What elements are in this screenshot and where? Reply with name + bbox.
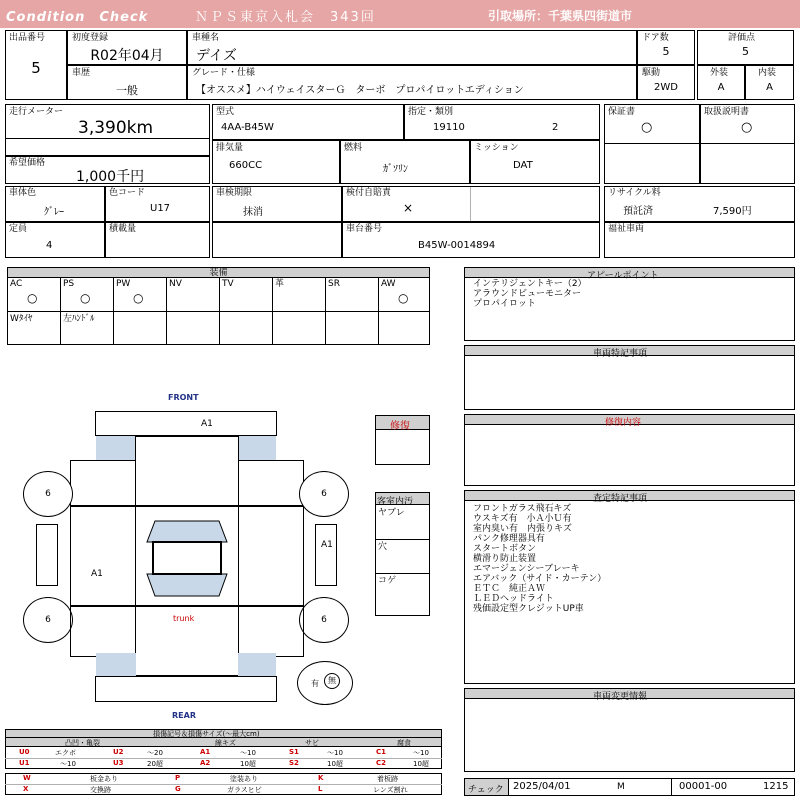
tire-front-right-mark: 6 bbox=[321, 489, 327, 499]
legend-text-c2: 10超 bbox=[413, 760, 429, 768]
equipment-title: 装備 bbox=[7, 267, 430, 278]
legend-code-x: X bbox=[23, 785, 29, 793]
equip-aw-value: ○ bbox=[398, 291, 409, 305]
interior-label: 内装 bbox=[758, 68, 777, 78]
warranty-label: 保証書 bbox=[608, 107, 636, 117]
legend-code-s2: S2 bbox=[289, 759, 299, 767]
fuel-value: ｶﾞｿﾘﾝ bbox=[383, 164, 408, 175]
legend-code-u2: U2 bbox=[113, 748, 124, 756]
designation-value1: 19110 bbox=[433, 122, 465, 133]
check-code: 00001-00 bbox=[679, 781, 728, 792]
inspection-label: 車検期限 bbox=[216, 188, 253, 198]
inspector-notes-title: 査定特記事項 bbox=[593, 494, 648, 504]
doors-label: ドア数 bbox=[642, 33, 669, 43]
legend-group-corrosion: 腐食 bbox=[397, 739, 411, 747]
legend-text-g: ガラスヒビ bbox=[227, 786, 262, 794]
equip-leather-label: 革 bbox=[275, 279, 285, 289]
front-right-corner bbox=[238, 436, 276, 460]
equip-ac-value: ○ bbox=[27, 291, 38, 305]
legend-code-l: L bbox=[318, 785, 323, 793]
inspection-value: 抹消 bbox=[243, 207, 263, 218]
load-label: 積載量 bbox=[109, 224, 137, 234]
tire-rear-left bbox=[23, 597, 73, 643]
appeal-line-1: インテリジェントキー（2） bbox=[473, 279, 587, 289]
legend-text-u1: ～10 bbox=[60, 760, 76, 768]
displacement-label: 排気量 bbox=[216, 143, 244, 153]
score-value: 5 bbox=[742, 45, 749, 58]
drive-box bbox=[637, 65, 695, 100]
legend-text-u0: エクボ bbox=[55, 749, 76, 757]
legend-text-u2: ～20 bbox=[147, 749, 163, 757]
note-line-10: ＬＥＤヘッドライト bbox=[473, 594, 554, 604]
displacement-value: 660CC bbox=[229, 160, 263, 171]
car-name-box bbox=[187, 30, 637, 65]
left-doors bbox=[70, 506, 136, 606]
legend-group-dent: 凸凹・亀裂 bbox=[65, 739, 100, 747]
legend-text-w: 板金あり bbox=[90, 775, 118, 783]
warranty-box bbox=[604, 104, 700, 184]
repair-detail-title: 修復内容 bbox=[605, 418, 642, 428]
equip-pw-label: PW bbox=[116, 279, 131, 289]
score-box bbox=[697, 30, 794, 65]
special-box bbox=[464, 345, 795, 410]
liability-value: × bbox=[403, 201, 414, 215]
appeal-line-3: プロパイロット bbox=[473, 299, 536, 309]
fuel-label: 燃料 bbox=[344, 143, 363, 153]
header-title-center: ＮＰＳ東京入札会 343回 bbox=[195, 10, 376, 25]
history-box bbox=[67, 65, 187, 100]
equip-aw-label: AW bbox=[381, 279, 396, 289]
liability-label: 検付自賠責 bbox=[346, 188, 392, 198]
price-label: 希望価格 bbox=[9, 158, 46, 168]
exterior-value: A bbox=[717, 82, 725, 93]
equip-sr-label: SR bbox=[328, 279, 340, 289]
first-reg-label: 初度登録 bbox=[72, 33, 109, 43]
legend-text-x: 交換跡 bbox=[90, 786, 111, 794]
appeal-box bbox=[464, 267, 795, 341]
capacity-value: 4 bbox=[46, 240, 53, 251]
mark-right: A1 bbox=[321, 540, 333, 550]
manual-box bbox=[700, 104, 795, 184]
note-line-5: スタートボタン bbox=[473, 544, 537, 554]
interior-stains-title: 客室内汚 bbox=[377, 497, 414, 507]
price-value: 1,000千円 bbox=[76, 169, 145, 185]
legend-text-a2: 10超 bbox=[240, 760, 256, 768]
note-line-9: ＥＴＣ 純正ＡＷ bbox=[473, 584, 546, 594]
appeal-line-2: アラウンドビューモニター bbox=[473, 289, 582, 299]
left-side-strip bbox=[36, 524, 58, 586]
color-code-label: 色コード bbox=[109, 188, 146, 198]
load-box bbox=[105, 222, 210, 258]
legend-code-c2: C2 bbox=[376, 759, 387, 767]
note-line-1: フロントガラス飛石キズ bbox=[473, 504, 572, 514]
legend-code-u3: U3 bbox=[113, 759, 124, 767]
manual-label: 取扱説明書 bbox=[704, 107, 750, 117]
chassis-value: B45W-0014894 bbox=[418, 240, 496, 251]
interior-box bbox=[745, 65, 794, 100]
car-name-label: 車種名 bbox=[192, 33, 220, 43]
chassis-box bbox=[342, 222, 600, 258]
legend-code-u0: U0 bbox=[19, 748, 30, 756]
legend-code-u1: U1 bbox=[19, 759, 30, 767]
grade-value: 【オススメ】ハイウェイスターＧ ターボ プロパイロットエディション bbox=[196, 85, 524, 96]
score-label: 評価点 bbox=[728, 33, 756, 43]
capacity-label: 定員 bbox=[9, 224, 28, 234]
note-line-8: エアバック（サイド・カーテン） bbox=[473, 574, 607, 584]
grade-label: グレード・仕様 bbox=[192, 68, 256, 78]
trunk-label: trunk bbox=[173, 614, 195, 623]
damage-legend bbox=[5, 729, 442, 797]
legend-text-k: 着板跡 bbox=[377, 775, 398, 783]
note-line-3: 室内臭い有 内張りキズ bbox=[473, 524, 572, 534]
tire-rear-right-mark: 6 bbox=[321, 615, 327, 625]
exterior-box bbox=[697, 65, 745, 100]
repair-box bbox=[375, 415, 430, 465]
welfare-box bbox=[604, 222, 795, 258]
note-line-7: エマージェンシーブレーキ bbox=[473, 564, 580, 574]
equip-ps-value: ○ bbox=[80, 291, 91, 305]
equip-nv-label: NV bbox=[169, 279, 182, 289]
recycle-amount: 7,590円 bbox=[713, 206, 752, 217]
stain-hole: 穴 bbox=[378, 542, 388, 552]
color-code-value: U17 bbox=[150, 203, 171, 214]
note-line-11: 残価設定型クレジットUP車 bbox=[473, 604, 584, 614]
front-bumper bbox=[95, 411, 277, 436]
front-left-corner bbox=[96, 436, 136, 460]
right-doors bbox=[238, 506, 304, 606]
car-name-value: デイズ bbox=[196, 48, 237, 64]
diagram-rear-label: REAR bbox=[172, 711, 196, 720]
legend-text-a1: ～10 bbox=[240, 749, 256, 757]
right-side-strip bbox=[315, 524, 337, 586]
rear-left-corner bbox=[96, 653, 136, 676]
changes-box bbox=[464, 688, 795, 772]
repair-title: 修復 bbox=[390, 421, 410, 432]
warranty-value: ○ bbox=[641, 120, 653, 135]
legend-group-rust: サビ bbox=[305, 739, 319, 747]
chassis-spacer-box bbox=[212, 222, 342, 258]
front-left-fender bbox=[70, 460, 136, 506]
tire-rear-left-mark: 6 bbox=[45, 615, 51, 625]
legend-code-k: K bbox=[318, 774, 324, 782]
header-title-right: 引取場所：千葉県四街道市 bbox=[488, 9, 633, 23]
mission-value: DAT bbox=[513, 160, 533, 171]
mission-box bbox=[470, 140, 600, 184]
legend-text-s1: ～10 bbox=[327, 749, 343, 757]
legend-title: 損傷記号＆損傷サイズ(～最大cm) bbox=[153, 730, 260, 738]
spare-none bbox=[324, 673, 340, 689]
tire-front-right bbox=[299, 471, 349, 517]
cabin-glass bbox=[135, 506, 239, 606]
spare-has: 有 bbox=[311, 679, 319, 688]
appeal-title: アピールポイント bbox=[587, 271, 659, 281]
exterior-label: 外装 bbox=[710, 68, 729, 78]
front-right-fender bbox=[238, 460, 304, 506]
equip-lhd-label: 左ﾊﾝﾄﾞﾙ bbox=[63, 314, 95, 324]
designation-box bbox=[404, 104, 600, 140]
rear-left-quarter bbox=[70, 606, 136, 657]
note-line-2: ウスキズ有 小Ａ小Ｕ有 bbox=[473, 514, 572, 524]
legend-code-s1: S1 bbox=[289, 748, 299, 756]
tire-front-left bbox=[23, 471, 73, 517]
check-row bbox=[464, 778, 795, 796]
changes-title: 車両変更情報 bbox=[593, 692, 648, 702]
recycle-label: リサイクル料 bbox=[608, 188, 661, 198]
recycle-box bbox=[604, 186, 795, 222]
mark-left: A1 bbox=[91, 569, 103, 579]
designation-value2: 2 bbox=[552, 122, 559, 133]
inspector-notes-box bbox=[464, 490, 795, 684]
header-title-left: Condition Check bbox=[6, 10, 149, 25]
legend-group-scratch: 線キズ bbox=[215, 739, 236, 747]
doors-value: 5 bbox=[662, 45, 670, 58]
note-line-4: パンク修理器具有 bbox=[473, 534, 545, 544]
color-box bbox=[5, 186, 105, 222]
stain-burn: コゲ bbox=[378, 576, 397, 586]
special-title: 車両特記事項 bbox=[593, 349, 648, 359]
recycle-status: 預託済 bbox=[623, 206, 653, 217]
lot-value: 5 bbox=[31, 59, 41, 77]
rear-bumper bbox=[95, 676, 277, 702]
drive-label: 駆動 bbox=[642, 68, 661, 78]
legend-code-w: W bbox=[23, 774, 31, 782]
rear-right-quarter bbox=[238, 606, 304, 657]
interior-value: A bbox=[766, 82, 773, 93]
rear-right-corner bbox=[238, 653, 276, 676]
displacement-box bbox=[212, 140, 340, 184]
diagram-front-label: FRONT bbox=[168, 393, 199, 402]
chassis-label: 車台番号 bbox=[346, 224, 383, 234]
legend-text-l: レンズ割れ bbox=[373, 786, 408, 794]
legend-text-c1: ～10 bbox=[413, 749, 429, 757]
fuel-box bbox=[340, 140, 470, 184]
legend-text-p: 塗装あり bbox=[230, 775, 258, 783]
inspection-box bbox=[212, 186, 342, 222]
mark-roof: A1 bbox=[201, 419, 213, 429]
equip-tv-label: TV bbox=[222, 279, 234, 289]
equip-pw-value: ○ bbox=[133, 291, 144, 305]
legend-code-a1: A1 bbox=[200, 748, 211, 756]
designation-label: 指定・類別 bbox=[408, 107, 454, 117]
check-num: 1215 bbox=[763, 781, 789, 792]
legend-code-a2: A2 bbox=[200, 759, 211, 767]
color-value: ｸﾞﾚｰ bbox=[44, 207, 64, 218]
check-date: 2025/04/01 bbox=[513, 781, 571, 792]
hood bbox=[135, 436, 239, 506]
note-line-6: 横滑り防止装置 bbox=[473, 554, 537, 564]
first-reg-box bbox=[67, 30, 187, 65]
equip-ac-label: AC bbox=[10, 279, 23, 289]
equipment-grid bbox=[7, 277, 430, 345]
equip-ps-label: PS bbox=[63, 279, 75, 289]
interior-stains-box bbox=[375, 492, 430, 616]
legend-code-g: G bbox=[175, 785, 181, 793]
liability-box bbox=[342, 186, 600, 222]
stain-tear: ヤブレ bbox=[378, 508, 405, 518]
history-label: 車歴 bbox=[72, 68, 91, 78]
drive-value: 2WD bbox=[654, 82, 678, 93]
check-mark: M bbox=[617, 782, 625, 792]
tire-rear-right bbox=[299, 597, 349, 643]
mileage-label: 走行メーター bbox=[9, 107, 64, 117]
legend-code-c1: C1 bbox=[376, 748, 387, 756]
spare-none-mark: 無 bbox=[328, 676, 336, 685]
first-reg-value: R02年04月 bbox=[90, 48, 164, 64]
header-bar bbox=[0, 0, 800, 28]
color-code-box bbox=[105, 186, 210, 222]
mileage-value: 3,390km bbox=[78, 118, 154, 138]
equip-wtire-label: Wﾀｲﾔ bbox=[10, 314, 33, 324]
model-label: 型式 bbox=[216, 107, 235, 117]
mission-label: ミッション bbox=[474, 143, 519, 153]
welfare-label: 福祉車両 bbox=[608, 224, 645, 234]
legend-text-u3: 20超 bbox=[147, 760, 163, 768]
legend-text-s2: 10超 bbox=[327, 760, 343, 768]
model-box bbox=[212, 104, 404, 140]
repair-detail-box bbox=[464, 414, 795, 486]
grade-box bbox=[187, 65, 637, 100]
lot-box bbox=[5, 30, 67, 100]
color-label: 車体色 bbox=[9, 188, 37, 198]
check-label: チェック bbox=[468, 785, 504, 795]
mileage-box bbox=[5, 104, 210, 156]
history-value: 一般 bbox=[116, 84, 138, 97]
manual-value: ○ bbox=[741, 120, 753, 135]
tire-front-left-mark: 6 bbox=[45, 489, 51, 499]
legend-code-p: P bbox=[175, 774, 181, 782]
price-box bbox=[5, 156, 210, 184]
capacity-box bbox=[5, 222, 105, 258]
model-value: 4AA-B45W bbox=[221, 122, 274, 133]
lot-label: 出品番号 bbox=[9, 33, 46, 43]
doors-box bbox=[637, 30, 695, 65]
